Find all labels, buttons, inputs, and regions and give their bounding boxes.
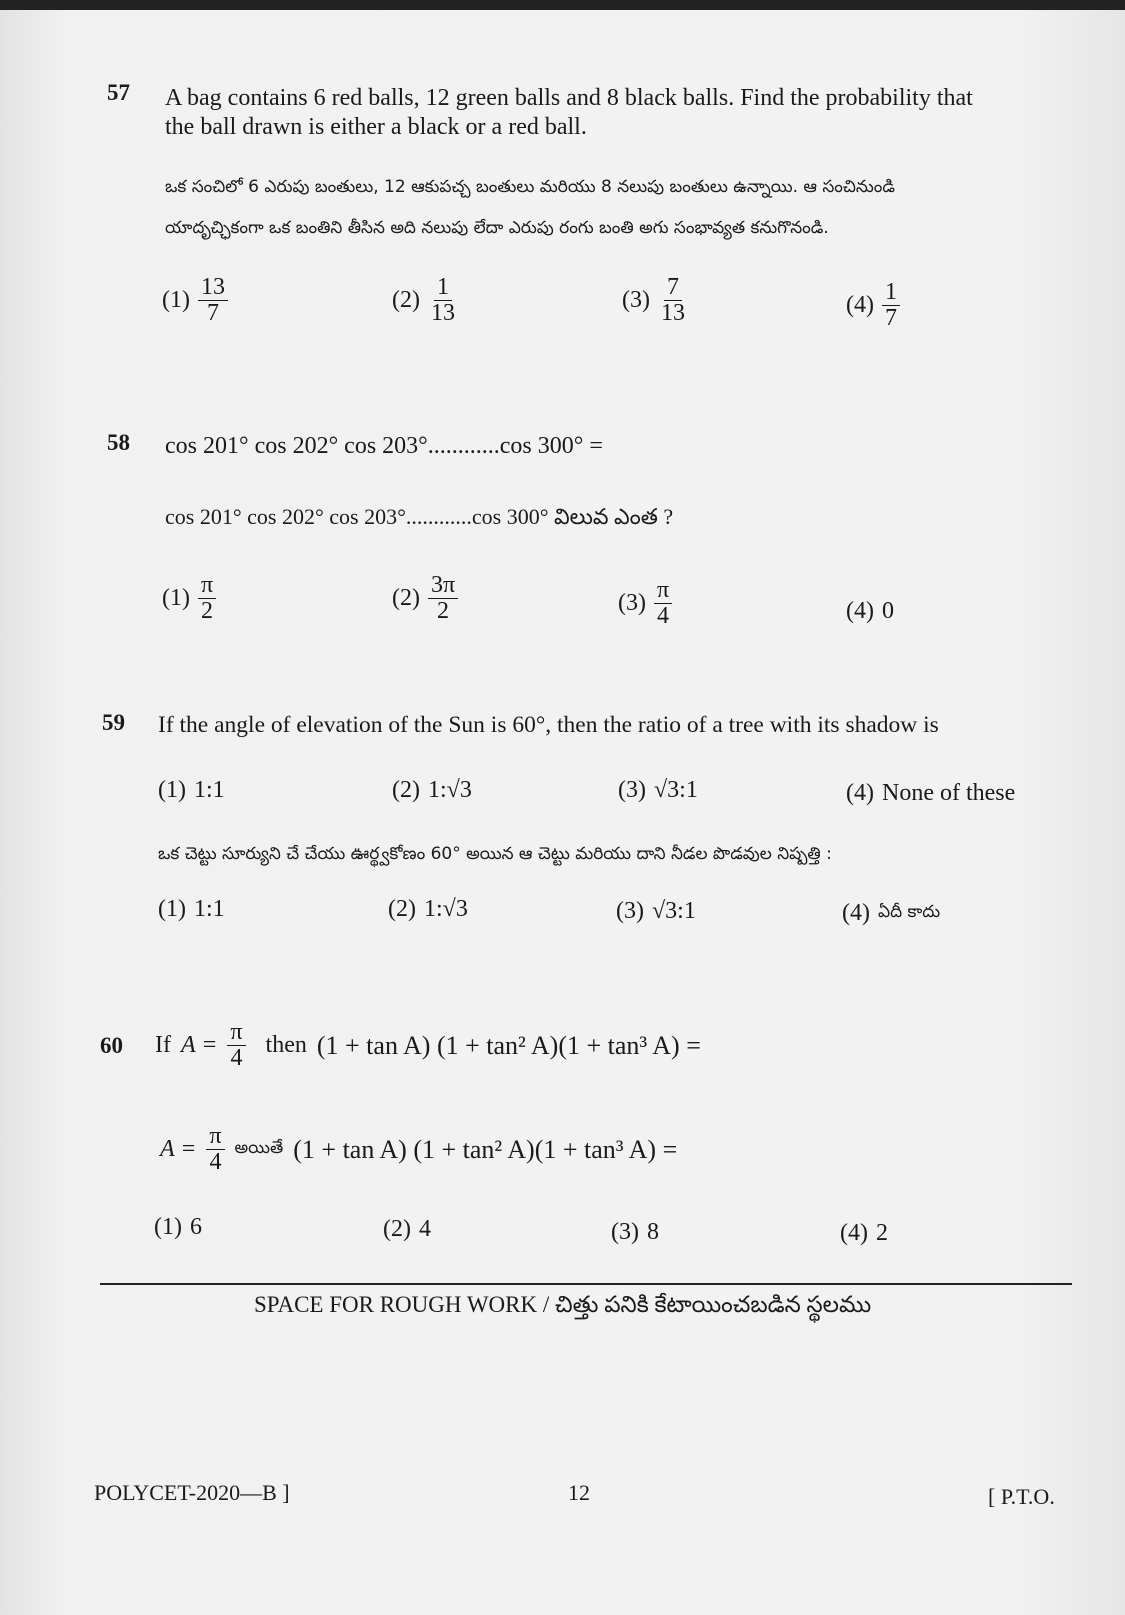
denominator: 4 [230,1045,243,1072]
fraction [227,1020,245,1071]
fraction [654,578,672,629]
option [392,777,472,804]
option-value: 2 [875,1220,888,1246]
numerator: 1 [882,280,900,306]
expression: (1 + tan A) (1 + tan² A)(1 + tan³ A) = [293,1134,678,1164]
denominator: 4 [209,1149,222,1176]
option [842,900,940,927]
option-label: (1) [158,777,186,803]
option [611,1219,659,1246]
option-label: (1) [158,896,186,922]
option-value: None of these [881,780,1016,806]
option-label: (4) [846,598,874,624]
expression: (1 + tan A) (1 + tan² A)(1 + tan³ A) = [316,1030,701,1060]
numerator: π [206,1124,224,1150]
question-text-telugu: ఒక చెట్టు సూర్యుని చే చేయు ఊర్థ్వకోణం 60° అయిన ఆ చెట్టు మరియు దాని నీడల పొడవుల నిష్పత్తి : [158,844,832,864]
option-label: (4) [846,292,874,319]
question-text-telugu: cos 201° cos 202° cos 203°............cos 300° విలువ ఎంత ? [165,504,674,529]
option [162,275,228,326]
option [392,275,458,326]
question-number: 59 [102,710,125,735]
denominator: 4 [657,603,670,630]
option-label: (4) [842,900,870,926]
option [846,598,894,625]
option-value: 6 [189,1214,202,1240]
option-value: 1:1 [193,777,225,803]
if-word: If [155,1032,171,1059]
question-text: A bag contains 6 red balls, 12 green balls and 8 black balls. Find the probability that [165,85,973,111]
denominator: 2 [437,598,450,625]
scan-top-edge [0,0,1125,10]
option [392,573,458,624]
option-label: (1) [162,287,190,314]
option-value: √3:1 [653,777,698,803]
question-text-telugu [160,1124,677,1175]
option-label: (4) [840,1220,868,1246]
question-text: If the angle of elevation of the Sun is 60°, then the ratio of a tree with its shadow is [158,712,939,738]
fraction [198,275,228,326]
option-label: (2) [392,777,420,803]
option-value: ఏదీ కాదు [877,901,941,922]
option [846,280,900,331]
option-value: 8 [646,1219,659,1245]
numerator: π [654,578,672,604]
denominator: 7 [884,305,897,332]
option [840,1220,888,1247]
option-label: (3) [616,898,644,924]
fraction [198,573,216,624]
option [388,896,468,923]
lhs: A = [180,1032,218,1059]
pto-label: [ P.T.O. [988,1484,1055,1509]
denominator: 13 [430,300,455,327]
numerator: 13 [198,275,228,301]
option [158,777,225,804]
fraction [882,280,900,331]
question-text-telugu: యాదృచ్ఛికంగా ఒక బంతిని తీసిన అది నలుపు లేదా ఎరుపు రంగు బంతి అగు సంభావ్యత కనుగొనండి. [165,218,829,238]
option-label: (3) [618,777,646,803]
question-text: the ball drawn is either a black or a red ball. [165,114,587,140]
option [616,898,696,925]
option-value: 1:√3 [423,896,468,922]
option-label: (2) [392,287,420,314]
question-text-telugu: ఒక సంచిలో 6 ఎరుపు బంతులు, 12 ఆకుపచ్చ బంతులు మరియు 8 నలుపు బంతులు ఉన్నాయి. ఆ సంచినుండి [165,177,895,197]
fraction [428,573,458,624]
fraction [428,275,458,326]
numerator: π [227,1020,245,1046]
option-label: (2) [383,1216,411,1242]
option-value: 1:1 [193,896,225,922]
question-number: 60 [100,1033,123,1058]
option-value: 4 [418,1216,431,1242]
option [846,780,1015,807]
option-label: (3) [618,590,646,617]
numerator: 3π [428,573,458,599]
numerator: 1 [434,275,452,301]
numerator: π [198,573,216,599]
option-label: (1) [154,1214,182,1240]
page-number: 12 [568,1480,590,1505]
question-number: 57 [107,80,130,105]
rough-work-heading: SPACE FOR ROUGH WORK / చిత్తు పనికి కేటాయించబడిన స్థలము [254,1292,872,1317]
option-label: (3) [611,1219,639,1245]
question-number: 58 [107,430,130,455]
question-text: cos 201° cos 202° cos 203°............cos 300° = [165,433,603,459]
option [618,777,698,804]
then-word: then [265,1032,307,1059]
option [618,578,672,629]
exam-code: POLYCET-2020—B ] [94,1480,290,1505]
option-value: 0 [881,598,894,624]
option-value: 1:√3 [427,777,472,803]
fraction [658,275,688,326]
fraction [206,1124,224,1175]
numerator: 7 [664,275,682,301]
option [154,1214,202,1241]
option-label: (2) [388,896,416,922]
option-label: (4) [846,780,874,806]
then-word-telugu: అయితే [234,1137,284,1158]
option [622,275,688,326]
option [162,573,216,624]
option-label: (3) [622,287,650,314]
option [383,1216,431,1243]
divider [100,1283,1072,1285]
option-value: √3:1 [651,898,696,924]
lhs: A = [160,1136,197,1163]
question-text [155,1020,701,1071]
denominator: 2 [201,598,214,625]
denominator: 7 [206,300,219,327]
option [158,896,225,923]
denominator: 13 [660,300,685,327]
option-label: (1) [162,585,190,612]
option-label: (2) [392,585,420,612]
